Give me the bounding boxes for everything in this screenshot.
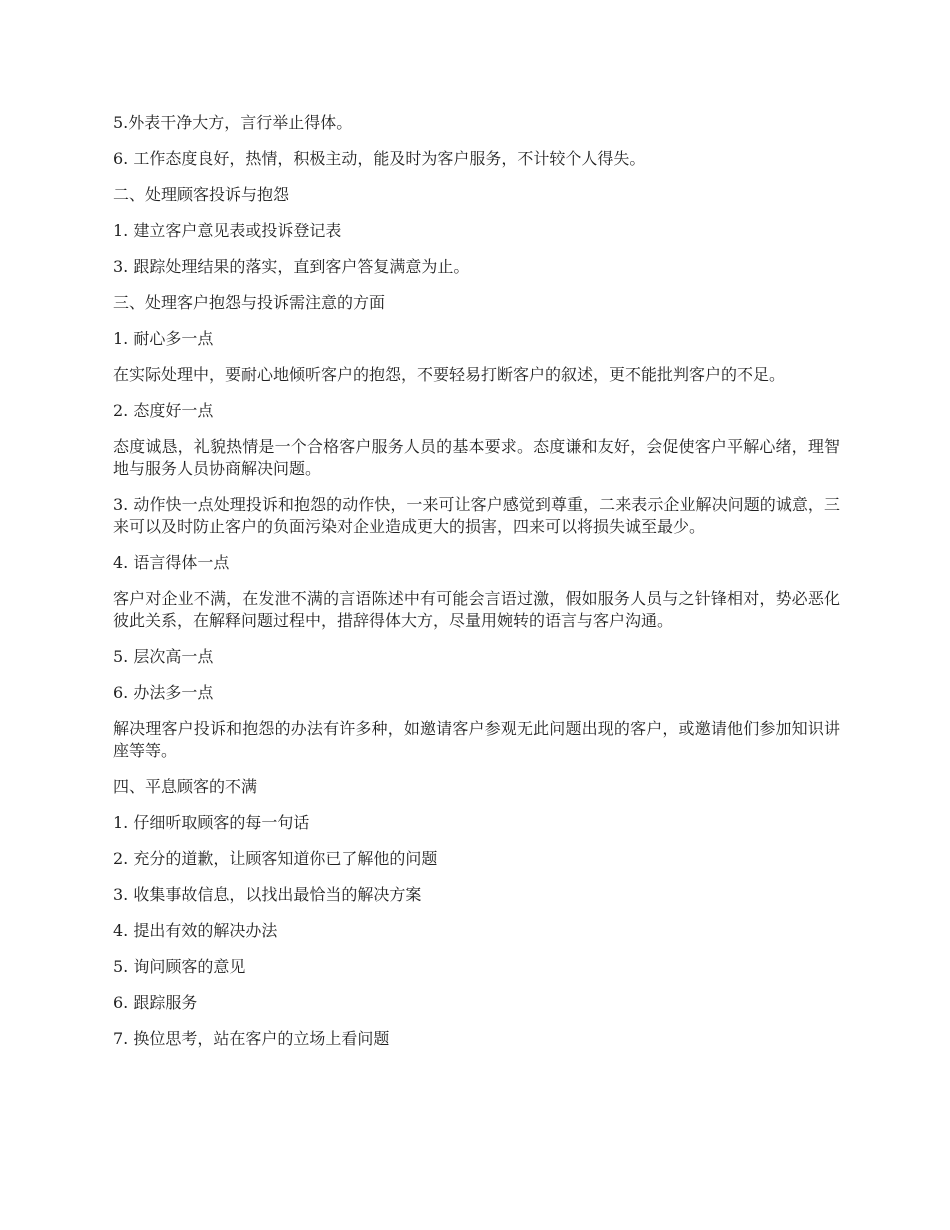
subheading: 6. 办法多一点 [113,683,214,702]
list-item: 6. 跟踪服务 [113,993,198,1012]
section-heading: 四、平息顾客的不满 [113,777,258,796]
list-item: 3. 收集事故信息，以找出最恰当的解决方案 [113,885,422,904]
list-item: 1. 建立客户意见表或投诉登记表 [113,221,342,240]
body-paragraph: 客户对企业不满，在发泄不满的言语陈述中有可能会言语过激，假如服务人员与之针锋相对，势必恶化彼此关系，在解释问题过程中，措辞得体大方，尽量用婉转的语言与客户沟通。 [113,589,840,630]
document-page [113,112,840,1064]
list-item: 2. 充分的道歉，让顾客知道你已了解他的问题 [113,849,438,868]
body-paragraph: 解决理客户投诉和抱怨的办法有许多种，如邀请客户参观无此问题出现的客户，或邀请他们参加知识讲座等等。 [113,719,840,760]
subheading: 4. 语言得体一点 [113,553,230,572]
list-item: 7. 换位思考，站在客户的立场上看问题 [113,1029,390,1048]
list-item: 4. 提出有效的解决办法 [113,921,278,940]
list-item: 6. 工作态度良好，热情，积极主动，能及时为客户服务，不计较个人得失。 [113,149,646,168]
subheading: 2. 态度好一点 [113,401,214,420]
subheading: 5. 层次高一点 [113,647,214,666]
list-item: 5.外表干净大方，言行举止得体。 [113,113,353,132]
body-paragraph: 3. 动作快一点处理投诉和抱怨的动作快，一来可让客户感觉到尊重，二来表示企业解决问题的诚意，三来可以及时防止客户的负面污染对企业造成更大的损害，四来可以将损失诚至最少。 [113,495,840,536]
list-item: 1. 仔细听取顾客的每一句话 [113,813,310,832]
section-heading: 三、处理客户抱怨与投诉需注意的方面 [113,293,386,312]
list-item: 5. 询问顾客的意见 [113,957,246,976]
body-paragraph: 态度诚恳，礼貌热情是一个合格客户服务人员的基本要求。态度谦和友好，会促使客户平解心绪，理智地与服务人员协商解决问题。 [113,437,840,478]
list-item: 3. 跟踪处理结果的落实，直到客户答复满意为止。 [113,257,470,276]
subheading: 1. 耐心多一点 [113,329,214,348]
section-heading: 二、处理顾客投诉与抱怨 [113,185,290,204]
body-paragraph: 在实际处理中，要耐心地倾听客户的抱怨，不要轻易打断客户的叙述，更不能批判客户的不足。 [113,365,786,384]
